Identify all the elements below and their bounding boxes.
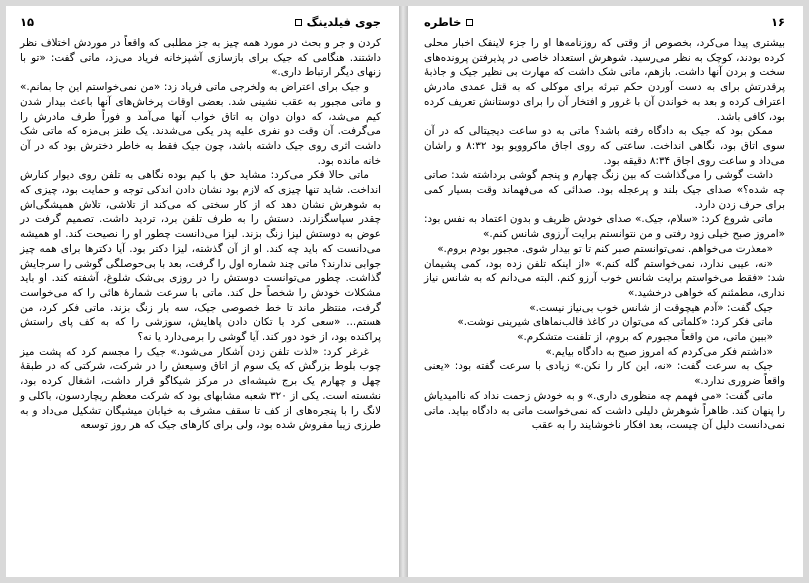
square-ornament-icon (466, 19, 473, 26)
running-title: جوی فیلدینگ (306, 15, 381, 29)
page-number: ۱۵ (20, 15, 35, 29)
page-body (424, 36, 785, 433)
book-gutter (399, 6, 408, 577)
left-page (6, 6, 399, 577)
right-page (408, 6, 803, 577)
square-ornament-icon (295, 19, 302, 26)
page-body (20, 36, 381, 433)
paragraph: ماتی فکر کرد: «کلماتی که می‌توان در کاغذ قالب‌نماهای شیرینی نوشت.» (457, 316, 773, 329)
paragraph: بیشتری پیدا می‌کرد، بخصوص از وقتی که روزنامه‌ها او را جزء لاینفک اخبار محلی کرده بودند، کوچک به نظر می‌رسید. شوهرش استعداد خاصی در پذیرفتن پرونده‌های سخت و بردن آنها داشت. بازهم، ماتی شک داشت که مهارت بی نظیر جیک و جاذبهٔ پرقدرتش برای به دست آوردن حکم تبرئه برای موکلی که به قتل عمدی مادرش اعتراف کرده و بعد به خواندن آن با غرور و افتخار آن را برای دوستانش تعریف کرده بود، کافی باشد. (424, 37, 785, 123)
paragraph: کردن و جر و بحث در مورد همه چیز به جز مطلبی که واقعاً در موردش اختلاف نظر داشتند. هنگامی که جیک برای بازسازی آشپزخانه فریاد می‌زد، ماتی گفت: «تو با زنهای دیگر ارتباط داری.» (20, 37, 381, 79)
paragraph: «ببین ماتی، من واقعاً مجبورم که بروم، از تلفنت متشکرم.» (517, 331, 773, 344)
paragraph: ماتی گفت: «می فهمم چه منظوری داری.» و به خودش زحمت نداد که ناامیدیاش را پنهان کند. ظاهراً شوهرش دلیلی داشت که نمی‌خواست ماتی به دادگاه بیاید. ماتی نمی‌دانست دلیل آن چیست، بعد افکار ناخوشایند را به عقب (424, 389, 785, 432)
page-header (20, 12, 381, 32)
paragraph: غرغر کرد: «لذت تلفن زدن آشکار می‌شود.» جیک را مجسم کرد که پشت میز چوب بلوط بزرگش که یک سوم از اتاق وسیعش را در شرکت، شرکتی که در طبقهٔ چهل و چهارم یک برج شیشه‌ای در مرکز شیکاگو قرار داشت، اشغال کرده بود، نشسته است. یکی از ۳۲۰ شعبه مشابهای بود که شرکت معظم ریچاردسون، باکلی و لانگ را با پنجره‌های از کف تا سقف مشرف به خیابان میشیگان تشکیل می‌داد و به طرزی زیبا مفروش شده بود، ولی برای کارهای جیک که هر روز توسعه (20, 345, 381, 432)
running-title: خاطره (424, 15, 462, 29)
paragraph: ماتی شروع کرد: «سلام، جیک.» صدای خودش ظریف و بدون اعتماد به نفس بود: «امروز صبح خیلی زود رفتی و من نتوانستم برایت آرزوی شانس کنم.» (424, 213, 785, 241)
paragraph: «معذرت می‌خواهم. نمی‌توانستم صبر کنم تا تو بیدار شوی. مجبور بودم بروم.» (437, 242, 773, 255)
paragraph: جیک به سرعت گفت: «نه، این کار را نکن.» زیادی با سرعت گفته بود: «یعنی واقعاً ضروری ندارد.» (424, 360, 785, 388)
paragraph: «نه، عیبی ندارد، نمی‌خواستم گله کنم.» «از اینکه تلفن زده بود، کمی پشیمان شد: «فقط می‌خواستم برایت شانس خوب آرزو کنم. البته می‌دانم که به شانس نیاز نداری، مطمئنم که خواهی درخشید.» (424, 257, 785, 299)
paragraph: داشت گوشی را می‌گذاشت که بین زنگ چهارم و پنجم گوشی برداشته شد: صاتی چه شده؟» صدای جیک بلند و پرعجله بود. صدائی که می‌فهماند وقت بسیار کمی برای حرف زدن دارد. (424, 169, 785, 211)
paragraph: و جیک برای اعتراض به ولخرجی ماتی فریاد زد: «من نمی‌خواستم این جا بمانم.» و ماتی مجبور به عقب نشینی شد. بعضی اوقات پرخاش‌های آنها باعث بیدار شدن کیم می‌شد، که دوان دوان به اتاق خواب آنها می‌آمد و فوراً طرف مادرش را می‌گرفت. آن وقت دو نفری علیه پدر یکی می‌شدند. یک طنز بی‌مزه که ماتی شک داشت اثری روی جیک داشته باشد، چون جیک فقط به خاطر دخترش بود که در آن خانه مانده بود. (20, 81, 381, 167)
running-header (424, 15, 473, 29)
paragraph: جیک گفت: «آدم هیچوقت از شانس خوب بی‌نیاز نیست.» (529, 301, 773, 314)
running-header (295, 15, 381, 29)
paragraph: «داشتم فکر می‌کردم که امروز صبح به دادگاه بیایم.» (545, 345, 773, 358)
page-header (424, 12, 785, 32)
paragraph: ممکن بود که جیک به دادگاه رفته باشد؟ ماتی به دو ساعت دیجیتالی که در آن سوی اتاق بود، نگاهی انداخت. ساعتی که روی اجاق ماکروویو بود ۸:۳۲ و راشان می‌داد و ساعت روی اجاق ۸:۳۴ دقیقه بود. (424, 125, 785, 167)
page-number: ۱۶ (770, 15, 785, 29)
paragraph: ماتی حالا فکر می‌کرد: مشاید حق با کیم بوده نگاهی به تلفن روی دیوار کنارش انداخت. شاید تنها چیزی که لازم بود نشان دادن اندکی توجه و حمایت بود، چیزی که به شوهرش نشان دهد که از کار سختی که می‌کند از تلاشی، تلاش همیشگی‌اش چقدر سپاسگزارند. دستش را به طرف تلفن برد، تردید داشت. تصمیم گرفت در عوض به دوستش لیزا زنگ بزند. لیزا می‌دانست چطور او را نصیحت کند. او همیشه می‌دانست که باید چه کند. او از آن گذشته، لیزا دکتر بود. آیا دکترها برای همه چیز جوابی ندارند؟ ماتی چند شماره اول را گرفت، بعد با بی‌حوصلگی گوشی را سرجایش گذاشت. چطور می‌توانست دوستش را در روزی بی‌شک شلوغ، آشفته کند. او باید مشکلات خودش را شخصاً حل کند. ماتی با سرعت شمارهٔ هائی را که می‌خواست گرفت، منتظر ماند تا خط خصوصی جیک، سه بار زنگ بزند. ماتی فکر کرد، من هستم... «سعی کرد با تکان دادن پاهایش، سوزشی را که به کف پای راستش پراکنده بود، از خود دور کند. آیا گوشی را برمی‌دارد یا نه؟ (20, 169, 381, 344)
